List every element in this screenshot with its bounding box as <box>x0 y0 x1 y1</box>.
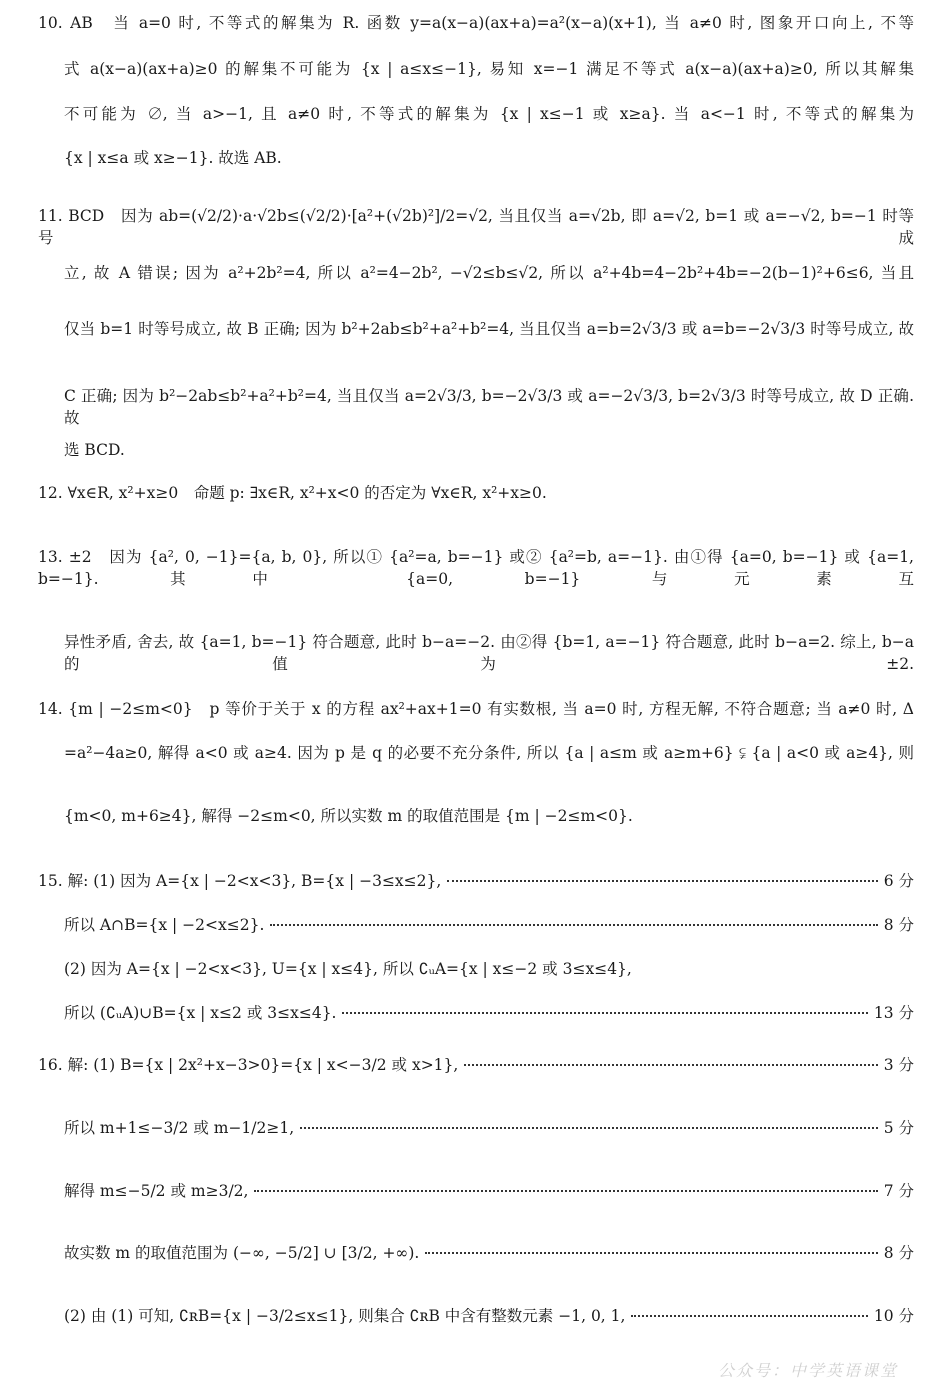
watermark: 公众号：中学英语课堂 <box>717 1361 898 1380</box>
answer-15-line-2-text: 所以 A∩B={x | −2<x≤2}. <box>64 916 265 934</box>
leader-dots <box>631 1315 867 1317</box>
leader-dots <box>300 1127 878 1129</box>
answer-14-line-1: 14. {m | −2≤m<0} p 等价于关于 x 的方程 ax²+ax+1=0 有实数根, 当 a=0 时, 方程无解, 不符合题意; 当 a≠0 时, Δ <box>38 700 914 718</box>
answer-16-line-1 <box>38 1054 914 1076</box>
answer-10-line-2: 式 a(x−a)(ax+a)≥0 的解集不可能为 {x | a≤x≤−1}, 易知 x=−1 满足不等式 a(x−a)(ax+a)≥0, 所以其解集 <box>64 60 914 78</box>
answer-15-line-1 <box>38 870 914 892</box>
answer-10-line-3: 不可能为 ∅, 当 a>−1, 且 a≠0 时, 不等式的解集为 {x | x≤−1 或 x≥a}. 当 a<−1 时, 不等式的解集为 <box>64 105 914 123</box>
answer-16-line-2 <box>64 1117 914 1139</box>
answer-15-line-2 <box>64 914 914 936</box>
answer-10-line-4: {x | x≤a 或 x≥−1}. 故选 AB. <box>64 149 282 167</box>
leader-dots <box>425 1252 877 1254</box>
leader-dots <box>464 1064 877 1066</box>
answer-15-line-4-text: 所以 (∁ᵤA)∪B={x | x≤2 或 3≤x≤4}. <box>64 1004 337 1022</box>
answer-16-line-1-points: 3 分 <box>883 1056 914 1074</box>
answer-15-line-4-points: 13 分 <box>873 1004 914 1022</box>
answer-16-line-1-text: 16. 解: (1) B={x | 2x²+x−3>0}={x | x<−3/2 或 x>1}, <box>38 1056 459 1074</box>
answer-15-line-2-points: 8 分 <box>883 916 914 934</box>
answer-11-line-1: 11. BCD 因为 ab=(√2/2)·a·√2b≤(√2/2)·[a²+(√2b)²]/2=√2, 当且仅当 a=√2b, 即 a=√2, b=1 或 a=−√2, b=−1 时等号成 <box>38 207 914 247</box>
leader-dots <box>342 1012 867 1014</box>
answer-16-line-2-text: 所以 m+1≤−3/2 或 m−1/2≥1, <box>64 1119 295 1137</box>
answer-14-line-2: =a²−4a≥0, 解得 a<0 或 a≥4. 因为 p 是 q 的必要不充分条件, 所以 {a | a≤m 或 a≥m+6} ⫋ {a | a<0 或 a≥4}, 则 <box>64 744 914 762</box>
answer-11-line-5: 选 BCD. <box>64 441 125 459</box>
answer-15-line-4 <box>64 1002 914 1024</box>
leader-dots <box>270 924 877 926</box>
answer-16-line-4-text: 故实数 m 的取值范围为 (−∞, −5/2] ∪ [3/2, +∞). <box>64 1244 420 1262</box>
answer-16-line-4-points: 8 分 <box>883 1244 914 1262</box>
answer-15-line-3: (2) 因为 A={x | −2<x<3}, U={x | x≤4}, 所以 ∁ᵤA={x | x≤−2 或 3≤x≤4}, <box>64 960 632 978</box>
answer-16-line-3-text: 解得 m≤−5/2 或 m≥3/2, <box>64 1182 249 1200</box>
answer-15-line-1-text: 15. 解: (1) 因为 A={x | −2<x<3}, B={x | −3≤x≤2}, <box>38 872 442 890</box>
answer-13-line-2: 异性矛盾, 舍去, 故 {a=1, b=−1} 符合题意, 此时 b−a=−2. 由②得 {b=1, a=−1} 符合题意, 此时 b−a=2. 综上, b−a 的值为 ±2. <box>64 633 914 673</box>
answer-16-line-5 <box>64 1305 914 1327</box>
answer-16-line-5-text: (2) 由 (1) 可知, ∁ʀB={x | −3/2≤x≤1}, 则集合 ∁ʀB 中含有整数元素 −1, 0, 1, <box>64 1307 626 1325</box>
answer-15-line-1-points: 6 分 <box>883 872 914 890</box>
answer-11-line-4: C 正确; 因为 b²−2ab≤b²+a²+b²=4, 当且仅当 a=2√3/3, b=−2√3/3 或 a=−2√3/3, b=2√3/3 时等号成立, 故 D 正确. 故 <box>64 387 914 427</box>
answer-13-line-1: 13. ±2 因为 {a², 0, −1}={a, b, 0}, 所以① {a²=a, b=−1} 或② {a²=b, a=−1}. 由①得 {a=0, b=−1} 或 {a=1, b=−1}. 其中 {a=0, b=−1} 与元素互 <box>38 548 914 588</box>
answer-16-line-2-points: 5 分 <box>883 1119 914 1137</box>
answer-14-line-3: {m<0, m+6≥4}, 解得 −2≤m<0, 所以实数 m 的取值范围是 {m | −2≤m<0}. <box>64 807 633 825</box>
answer-16-line-4 <box>64 1242 914 1264</box>
answer-11-line-2: 立, 故 A 错误; 因为 a²+2b²=4, 所以 a²=4−2b², −√2≤b≤√2, 所以 a²+4b=4−2b²+4b=−2(b−1)²+6≤6, 当且 <box>64 264 914 282</box>
leader-dots <box>254 1190 877 1192</box>
answer-10-line-1: 10. AB 当 a=0 时, 不等式的解集为 R. 函数 y=a(x−a)(ax+a)=a²(x−a)(x+1), 当 a≠0 时, 图象开口向上, 不等 <box>38 14 914 32</box>
answer-12-line-1: 12. ∀x∈R, x²+x≥0 命题 p: ∃x∈R, x²+x<0 的否定为 ∀x∈R, x²+x≥0. <box>38 484 547 502</box>
answer-16-line-3 <box>64 1180 914 1202</box>
leader-dots <box>447 880 877 882</box>
answer-11-line-3: 仅当 b=1 时等号成立, 故 B 正确; 因为 b²+2ab≤b²+a²+b²=4, 当且仅当 a=b=2√3/3 或 a=b=−2√3/3 时等号成立, 故 <box>64 320 914 338</box>
answer-16-line-3-points: 7 分 <box>883 1182 914 1200</box>
answer-16-line-5-points: 10 分 <box>873 1307 914 1325</box>
